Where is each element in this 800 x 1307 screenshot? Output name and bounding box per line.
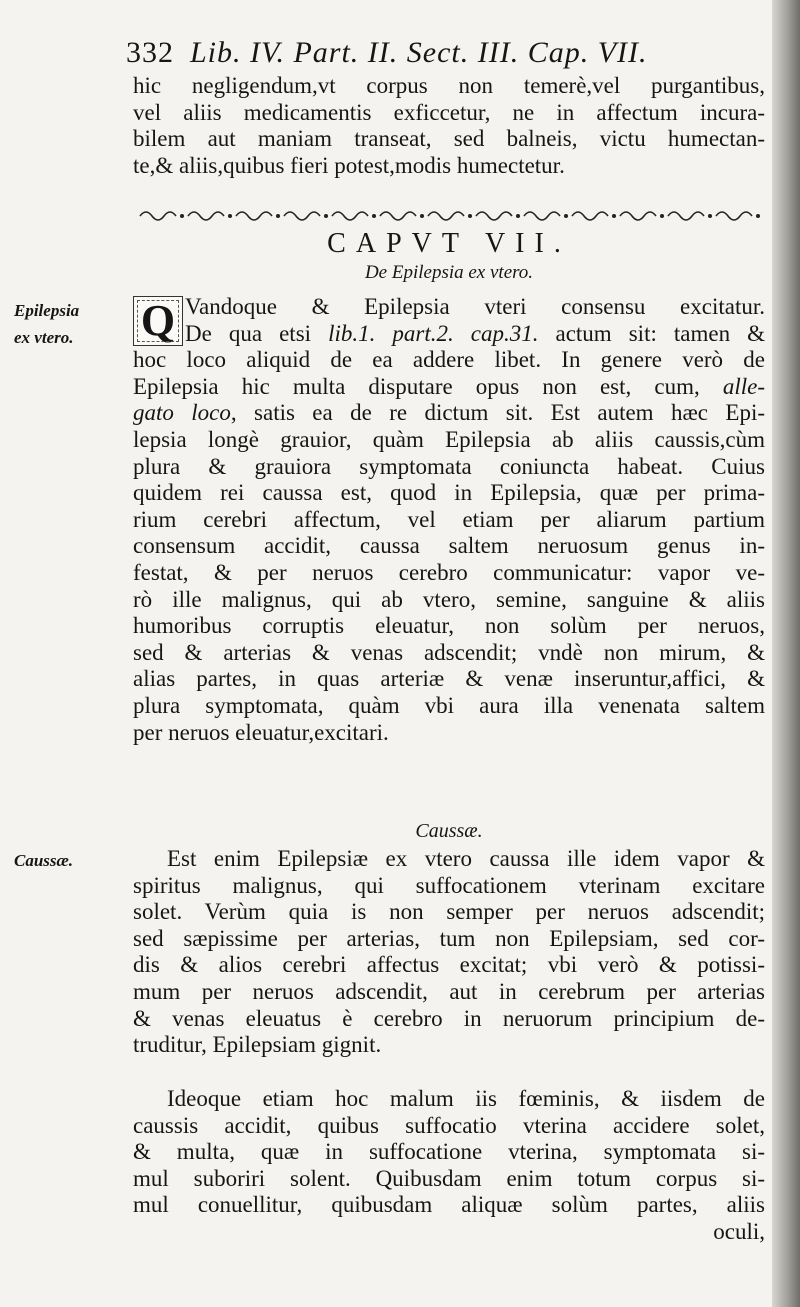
text-line: [133, 400, 765, 427]
text-line: per neruos eleuatur,excitari.: [133, 719, 389, 745]
text-line: mul suboriri solent. Quibusdam enim totum corpus si-: [133, 1165, 765, 1191]
text-line: alias partes, in quas arteriæ & venæ inseruntur,affici, &: [133, 666, 765, 692]
text-line: mum per neruos adscendit, aut in cerebrum per arterias: [133, 978, 765, 1004]
text-line: vel aliis medicamentis exficcetur, ne in affectum incura-: [133, 99, 765, 125]
text-line: plura symptomata, quàm vbi aura illa venenata saltem: [133, 692, 765, 718]
text-line: & multa, quæ in suffocatione vterina, symptomata si-: [133, 1139, 765, 1165]
margin-note-caussae: Caussæ.: [14, 851, 74, 870]
paragraph-continuation: [133, 73, 765, 179]
paragraph-caussae: [133, 846, 765, 1059]
text-line: caussis accidit, quibus suffocatio vterina accidere solet,: [133, 1112, 765, 1138]
text-line: mul conuellitur, quibusdam aliquæ solùm partes, aliis: [133, 1192, 765, 1218]
text-line: Ideoque etiam hoc malum iis fœminis, & iisdem de: [167, 1086, 765, 1111]
text-line: humoribus corruptis eleuatur, non solùm per neruos,: [133, 613, 765, 639]
text-run: actum sit: tamen &: [538, 320, 765, 346]
section-heading: Caussæ.: [415, 820, 483, 842]
text-line: plura & grauiora symptomata coniuncta habeat. Cuius: [133, 453, 765, 479]
margin-note-line: ex vtero.: [14, 327, 74, 347]
chapter-subtitle: De Epilepsia ex vtero.: [364, 262, 534, 283]
text-line: quidem rei caussa est, quod in Epilepsia, quæ per prima-: [133, 480, 765, 506]
text-line: Est enim Epilepsiæ ex vtero caussa ille idem vapor &: [167, 846, 765, 871]
ornamental-divider: [136, 206, 762, 226]
text-line: truditur, Epilepsiam gignit.: [133, 1032, 382, 1058]
text-line: sed sæpissime per arterias, tum non Epilepsiam, sed cor-: [133, 925, 765, 951]
paragraph-chapter-opening: [133, 294, 765, 746]
running-header: [126, 36, 766, 70]
page-number: 332: [126, 36, 174, 69]
text-line: consensum accidit, caussa saltem neruosum genus in-: [133, 533, 765, 559]
text-line: solet. Verùm quia is non semper per neruos adscendit;: [133, 899, 765, 925]
text-line: sed & arterias & venas adscendit; vndè non mirum, &: [133, 639, 765, 665]
italic-term: alle-: [722, 373, 765, 399]
text-line: spiritus malignus, qui suffocationem vterinam excitare: [133, 872, 765, 898]
text-line: [133, 321, 765, 348]
text-run: Epilepsia hic multa disputare opus non est, cum,: [133, 373, 723, 399]
initial-letter: Q: [140, 296, 176, 345]
paragraph-ideoque: [133, 1086, 765, 1246]
book-gutter-shadow: [772, 0, 800, 1307]
text-line: festat, & per neruos cerebro communicatur: vapor ve-: [133, 559, 765, 585]
text-line: rò ille malignus, qui ab vtero, semine, sanguine & aliis: [133, 586, 765, 612]
text-line: Vandoque & Epilepsia vteri consensu excitatur.: [185, 294, 765, 319]
text-line: bilem aut maniam transeat, sed balneis, victu humectan-: [133, 126, 765, 152]
text-line: lepsia longè grauior, quàm Epilepsia ab aliis caussis,cùm: [133, 426, 765, 452]
margin-note-epilepsia: [14, 298, 129, 351]
margin-note-line: Epilepsia: [14, 301, 80, 320]
running-title: Lib. IV. Part. II. Sect. III. Cap. VII.: [190, 36, 648, 69]
text-line: [133, 374, 765, 401]
text-line: rium cerebri affectum, vel etiam per aliarum partium: [133, 506, 765, 532]
italic-term: gato loco: [133, 400, 231, 426]
text-line: te,& aliis,quibus fieri potest,modis humectetur.: [133, 152, 565, 178]
text-line: hic negligendum,vt corpus non temerè,vel purgantibus,: [133, 73, 765, 98]
chapter-title: CAPVT VII.: [327, 228, 571, 259]
text-line: hoc loco aliquid de ea addere libet. In genere verò de: [133, 347, 765, 373]
text-run: De qua etsi: [185, 320, 329, 346]
text-run: , satis ea de re dictum sit. Est autem hæc Epi-: [230, 400, 765, 426]
catchword: oculi,: [713, 1218, 765, 1244]
citation-reference: lib.1. part.2. cap.31.: [328, 320, 539, 346]
text-line: & venas eleuatus è cerebro in neruorum principium de-: [133, 1005, 765, 1031]
text-line: dis & alios cerebri affectus excitat; vbi verò & potissi-: [133, 952, 765, 978]
